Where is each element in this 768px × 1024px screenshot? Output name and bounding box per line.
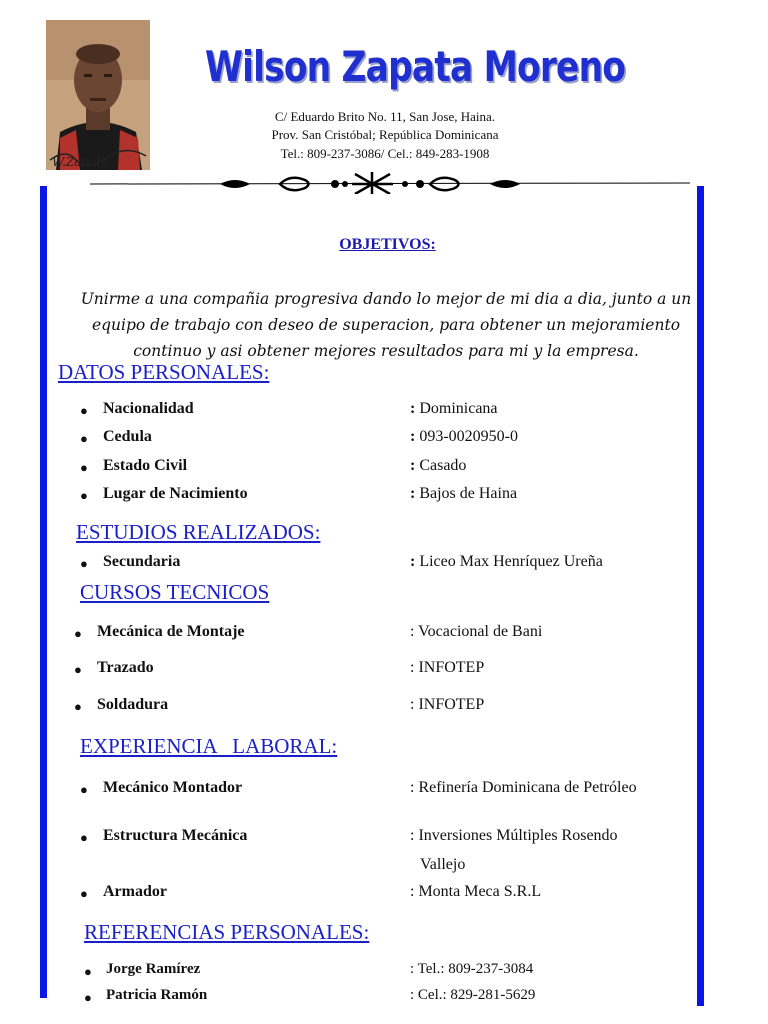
item-value: : Bajos de Haina bbox=[410, 485, 518, 502]
item-label: Lugar de Nacimiento bbox=[103, 485, 248, 502]
bullet-icon: ● bbox=[80, 460, 88, 475]
contact-phones: Tel.: 809-237-3086/ Cel.: 849-283-1908 bbox=[280, 146, 490, 161]
list-item bbox=[0, 400, 768, 424]
signature-text: W.Zapata bbox=[52, 155, 109, 169]
references-heading: REFERENCIAS PERSONALES: bbox=[84, 920, 370, 944]
list-item bbox=[0, 883, 768, 907]
item-label: Mecánica de Montaje bbox=[97, 623, 245, 640]
list-item bbox=[0, 428, 768, 452]
item-value: : Tel.: 809-237-3084 bbox=[410, 961, 534, 977]
item-value: : Casado bbox=[410, 457, 467, 474]
item-value: : Cel.: 829-281-5629 bbox=[410, 987, 536, 1003]
address-line2: Prov. San Cristóbal; República Dominicana bbox=[271, 127, 499, 142]
list-item bbox=[0, 659, 768, 683]
objective-text bbox=[56, 286, 716, 364]
experience-heading: EXPERIENCIA LABORAL: bbox=[80, 734, 338, 758]
list-item bbox=[0, 961, 768, 985]
list-item bbox=[0, 779, 768, 803]
bullet-icon: ● bbox=[80, 830, 88, 845]
item-value: : INFOTEP bbox=[410, 659, 485, 676]
list-item bbox=[0, 827, 768, 851]
bullet-icon: ● bbox=[80, 403, 88, 418]
item-value: : Refinería Dominicana de Petróleo bbox=[410, 779, 637, 796]
item-label: Jorge Ramírez bbox=[106, 961, 201, 977]
objective-heading: OBJETIVOS: bbox=[339, 236, 436, 253]
list-item bbox=[0, 696, 768, 720]
list-item bbox=[0, 553, 768, 577]
item-value: : Liceo Max Henríquez Ureña bbox=[410, 553, 603, 570]
item-label: Cedula bbox=[103, 428, 152, 445]
item-value: : Inversiones Múltiples Rosendo bbox=[410, 827, 618, 844]
bullet-icon: ● bbox=[80, 886, 88, 901]
bullet-icon: ● bbox=[74, 662, 82, 677]
bullet-icon: ● bbox=[74, 626, 82, 641]
item-label: Trazado bbox=[97, 659, 154, 676]
item-value: : INFOTEP bbox=[410, 696, 485, 713]
bullet-icon: ● bbox=[80, 488, 88, 503]
candidate-name: Wilson Zapata Moreno bbox=[205, 42, 626, 91]
bullet-icon: ● bbox=[84, 990, 92, 1005]
list-item bbox=[0, 457, 768, 481]
bullet-icon: ● bbox=[80, 431, 88, 446]
item-value: : Dominicana bbox=[410, 400, 498, 417]
objective-line: Unirme a una compañia progresiva dando lo mejor de mi dia a dia, junto a un bbox=[80, 290, 692, 308]
objective-line: continuo y asi obtener mejores resultados para mi y la empresa. bbox=[133, 342, 639, 360]
item-label: Soldadura bbox=[97, 696, 169, 713]
left-border-bar bbox=[40, 186, 47, 998]
item-label: Secundaria bbox=[103, 553, 181, 570]
list-item bbox=[0, 987, 768, 1011]
personal-data-heading: DATOS PERSONALES: bbox=[58, 360, 270, 384]
item-label: Estado Civil bbox=[103, 457, 188, 474]
item-value: : Vocacional de Bani bbox=[410, 623, 543, 640]
courses-heading: CURSOS TECNICOS bbox=[80, 580, 270, 604]
bullet-icon: ● bbox=[74, 699, 82, 714]
list-item bbox=[0, 485, 768, 509]
list-item bbox=[0, 623, 768, 647]
item-label: Patricia Ramón bbox=[106, 987, 208, 1003]
item-label: Mecánico Montador bbox=[103, 779, 243, 796]
item-value-continued: Vallejo bbox=[420, 856, 466, 873]
address-line1: C/ Eduardo Brito No. 11, San Jose, Haina. bbox=[274, 109, 496, 124]
bullet-icon: ● bbox=[84, 964, 92, 979]
item-label: Nacionalidad bbox=[103, 400, 194, 417]
item-value: : 093-0020950-0 bbox=[410, 428, 518, 445]
item-value: : Monta Meca S.R.L bbox=[410, 883, 542, 900]
bullet-icon: ● bbox=[80, 556, 88, 571]
profile-photo bbox=[46, 20, 150, 170]
studies-heading: ESTUDIOS REALIZADOS: bbox=[76, 520, 321, 544]
objective-line: equipo de trabajo con deseo de superacion, para obtener un mejoramiento bbox=[91, 316, 681, 334]
item-label: Armador bbox=[103, 883, 167, 900]
bullet-icon: ● bbox=[80, 782, 88, 797]
ornamental-divider bbox=[90, 172, 690, 194]
item-label: Estructura Mecánica bbox=[103, 827, 248, 844]
